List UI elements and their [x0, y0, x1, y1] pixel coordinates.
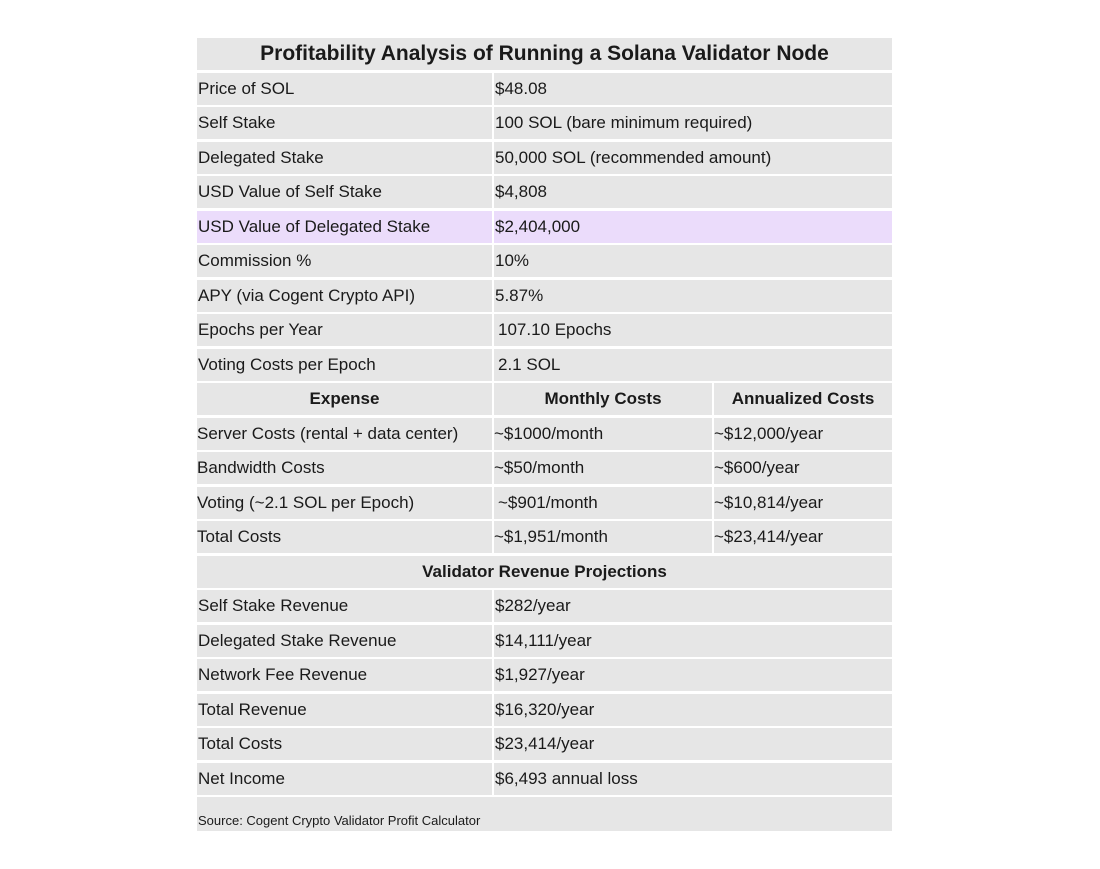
param-label: USD Value of Self Stake: [197, 176, 492, 208]
param-value: 5.87%: [494, 280, 892, 312]
expense-row: [197, 521, 892, 553]
source-note: Source: Cogent Crypto Validator Profit Calculator: [197, 797, 892, 831]
expense-label: Server Costs (rental + data center): [197, 418, 492, 450]
expense-label: Bandwidth Costs: [197, 452, 492, 484]
expense-annual: ~$600/year: [714, 452, 892, 484]
expense-header: Expense: [197, 383, 492, 415]
expense-row: [197, 487, 892, 519]
param-label: Epochs per Year: [197, 314, 492, 346]
param-row-apy: [197, 280, 892, 312]
param-label: APY (via Cogent Crypto API): [197, 280, 492, 312]
param-value: $2,404,000: [494, 211, 892, 243]
param-label: Price of SOL: [197, 73, 492, 105]
param-value: 10%: [494, 245, 892, 277]
revenue-label: Net Income: [197, 763, 492, 795]
profitability-table: [197, 38, 892, 831]
expense-label: Voting (~2.1 SOL per Epoch): [197, 487, 492, 519]
revenue-value: $1,927/year: [494, 659, 892, 691]
param-label: Delegated Stake: [197, 142, 492, 174]
revenue-label: Total Costs: [197, 728, 492, 760]
revenue-header-row: [197, 556, 892, 588]
revenue-row-net-income: [197, 763, 892, 795]
revenue-value: $282/year: [494, 590, 892, 622]
param-value: 107.10 Epochs: [494, 314, 892, 346]
param-row-commission: [197, 245, 892, 277]
param-value: $48.08: [494, 73, 892, 105]
param-row-price: [197, 73, 892, 105]
revenue-row: [197, 694, 892, 726]
expense-monthly: ~$1,951/month: [494, 521, 712, 553]
revenue-label: Delegated Stake Revenue: [197, 625, 492, 657]
monthly-header: Monthly Costs: [494, 383, 712, 415]
param-row-delegated-stake: [197, 142, 892, 174]
revenue-label: Total Revenue: [197, 694, 492, 726]
expense-row: [197, 418, 892, 450]
revenue-value: $23,414/year: [494, 728, 892, 760]
expense-monthly: ~$901/month: [494, 487, 712, 519]
revenue-value: $6,493 annual loss: [494, 763, 892, 795]
table-title: Profitability Analysis of Running a Solana Validator Node: [197, 38, 892, 70]
revenue-label: Self Stake Revenue: [197, 590, 492, 622]
expense-label: Total Costs: [197, 521, 492, 553]
param-row-usd-self-stake: [197, 176, 892, 208]
revenue-label: Network Fee Revenue: [197, 659, 492, 691]
expense-annual: ~$10,814/year: [714, 487, 892, 519]
param-label: USD Value of Delegated Stake: [197, 211, 492, 243]
revenue-value: $14,111/year: [494, 625, 892, 657]
param-value: 50,000 SOL (recommended amount): [494, 142, 892, 174]
title-row: [197, 38, 892, 70]
expense-header-row: [197, 383, 892, 415]
revenue-row: [197, 590, 892, 622]
param-label: Commission %: [197, 245, 492, 277]
expense-annual: ~$23,414/year: [714, 521, 892, 553]
revenue-row: [197, 659, 892, 691]
param-row-self-stake: [197, 107, 892, 139]
revenue-row: [197, 728, 892, 760]
revenue-row: [197, 625, 892, 657]
param-value: 100 SOL (bare minimum required): [494, 107, 892, 139]
expense-annual: ~$12,000/year: [714, 418, 892, 450]
param-label: Self Stake: [197, 107, 492, 139]
annual-header: Annualized Costs: [714, 383, 892, 415]
param-row-usd-delegated-stake: [197, 211, 892, 243]
expense-row: [197, 452, 892, 484]
param-value: $4,808: [494, 176, 892, 208]
param-row-voting-costs: [197, 349, 892, 381]
revenue-value: $16,320/year: [494, 694, 892, 726]
param-value: 2.1 SOL: [494, 349, 892, 381]
revenue-header: Validator Revenue Projections: [197, 556, 892, 588]
expense-monthly: ~$1000/month: [494, 418, 712, 450]
expense-monthly: ~$50/month: [494, 452, 712, 484]
param-label: Voting Costs per Epoch: [197, 349, 492, 381]
param-row-epochs: [197, 314, 892, 346]
